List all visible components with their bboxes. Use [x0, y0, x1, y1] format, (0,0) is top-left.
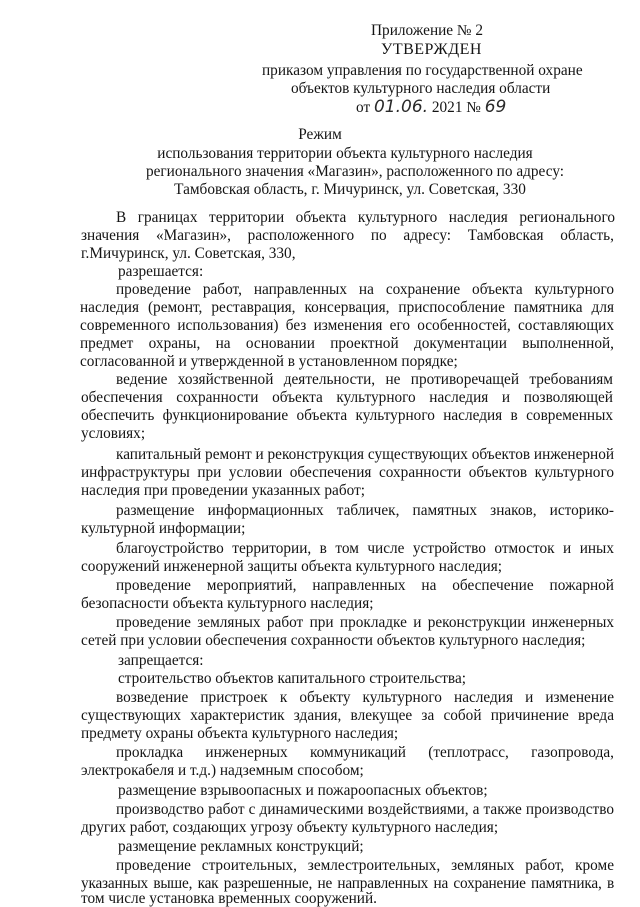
body-line-35: размещение рекламных конструкций; — [118, 838, 364, 855]
body-line-19: благоустройство территории, в том числе устройство отмосток и иных — [116, 540, 614, 557]
body-line-13: условиях; — [81, 425, 146, 442]
title-line-2: регионального значения «Магазин», расположенного по адресу: — [145, 163, 565, 180]
order-line-2: объектов культурного наследия области — [291, 80, 551, 97]
body-line-30: прокладка инженерных коммуникаций (теплотрасс, газопровода, — [116, 744, 614, 761]
handwritten-number: 69 — [484, 97, 507, 117]
body-line-17: размещение информационных табличек, памятных знаков, историко- — [116, 502, 614, 519]
body-line-22: безопасности объекта культурного наследия; — [81, 595, 374, 612]
body-line-20: сооружений инженерной защиты объекта культурного наследия; — [81, 558, 503, 575]
body-line-8: предмет охраны, на основании проектной документации выполненной, — [80, 335, 614, 352]
body-line-3: г.Мичуринск, ул. Советская, 330, — [81, 245, 296, 262]
body-line-5: проведение работ, направленных на сохранение объекта культурного — [116, 281, 614, 298]
year-number: 2021 № — [431, 99, 481, 116]
approved-heading: УТВЕРЖДЕН — [381, 41, 482, 58]
body-line-34: других работ, создающих угрозу объекту культурного наследия; — [81, 819, 499, 836]
order-line-1: приказом управления по государственной охране — [262, 62, 583, 79]
body-line-1: В границах территории объекта культурного наследия регионального — [116, 209, 615, 226]
title-line-3: Тамбовская область, г. Мичуринск, ул. Советская, 330 — [174, 181, 526, 198]
body-line-6: наследия (ремонт, реставрация, консервация, приспособление памятника для — [80, 299, 614, 316]
body-line-31: электрокабеля и т.д.) надземным способом; — [81, 762, 364, 779]
body-line-10: ведение хозяйственной деятельности, не противоречащей требованиям — [116, 371, 613, 388]
body-line-15: инфраструктуры при условии обеспечения сохранности объектов культурного — [81, 464, 614, 481]
body-line-26: строительство объектов капитального строительства; — [118, 670, 466, 687]
permitted-heading: разрешается: — [118, 263, 204, 280]
body-line-28: существующих характеристик здания, влекущее за собой причинение вреда — [81, 707, 614, 724]
body-line-33: производство работ с динамическими воздействиями, а также производство — [116, 801, 614, 818]
date-prefix: от — [356, 99, 371, 116]
prohibited-heading: запрещается: — [118, 652, 204, 669]
title-line-1: использования территории объекта культурного наследия — [157, 145, 533, 162]
body-line-29: предмету охраны объекта культурного наследия; — [81, 725, 399, 742]
body-line-7: современного использования) без изменения его особенностей, составляющих — [80, 317, 614, 334]
body-line-37: указанных выше, как разрешенные, не направленных на сохранение памятника, в — [81, 875, 614, 892]
body-line-14: капитальный ремонт и реконструкция существующих объектов инженерной — [116, 446, 615, 463]
body-line-38: том числе установка временных сооружений. — [81, 890, 378, 907]
appendix-number: Приложение № 2 — [371, 22, 483, 39]
body-line-18: культурной информации; — [81, 520, 246, 537]
body-line-11: обеспечения сохранности объекта культурного наследия и позволяющей — [81, 389, 613, 406]
body-line-23: проведение земляных работ при прокладке и реконструкции инженерных — [116, 614, 614, 631]
body-line-32: размещение взрывоопасных и пожароопасных объектов; — [118, 782, 488, 799]
body-line-16: наследия при проведении указанных работ; — [81, 482, 366, 499]
body-line-21: проведение мероприятий, направленных на обеспечение пожарной — [116, 577, 614, 594]
order-date-line — [356, 98, 506, 117]
body-line-27: возведение пристроек к объекту культурного наследия и изменение — [116, 689, 614, 706]
body-line-24: сетей при условии обеспечения сохранности объектов культурного наследия; — [81, 632, 586, 649]
body-line-9: согласованной и утвержденной в установленном порядке; — [80, 353, 458, 370]
handwritten-date: 01.06. — [373, 97, 429, 117]
body-line-2: значения «Магазин», расположенного по адресу: Тамбовская область, — [81, 227, 614, 244]
regime-title: Режим — [298, 126, 342, 143]
body-line-36: проведение строительных, землестроительных, земляных работ, кроме — [116, 857, 614, 874]
body-line-12: обеспечить функционирование объекта культурного наследия в современных — [81, 407, 613, 424]
